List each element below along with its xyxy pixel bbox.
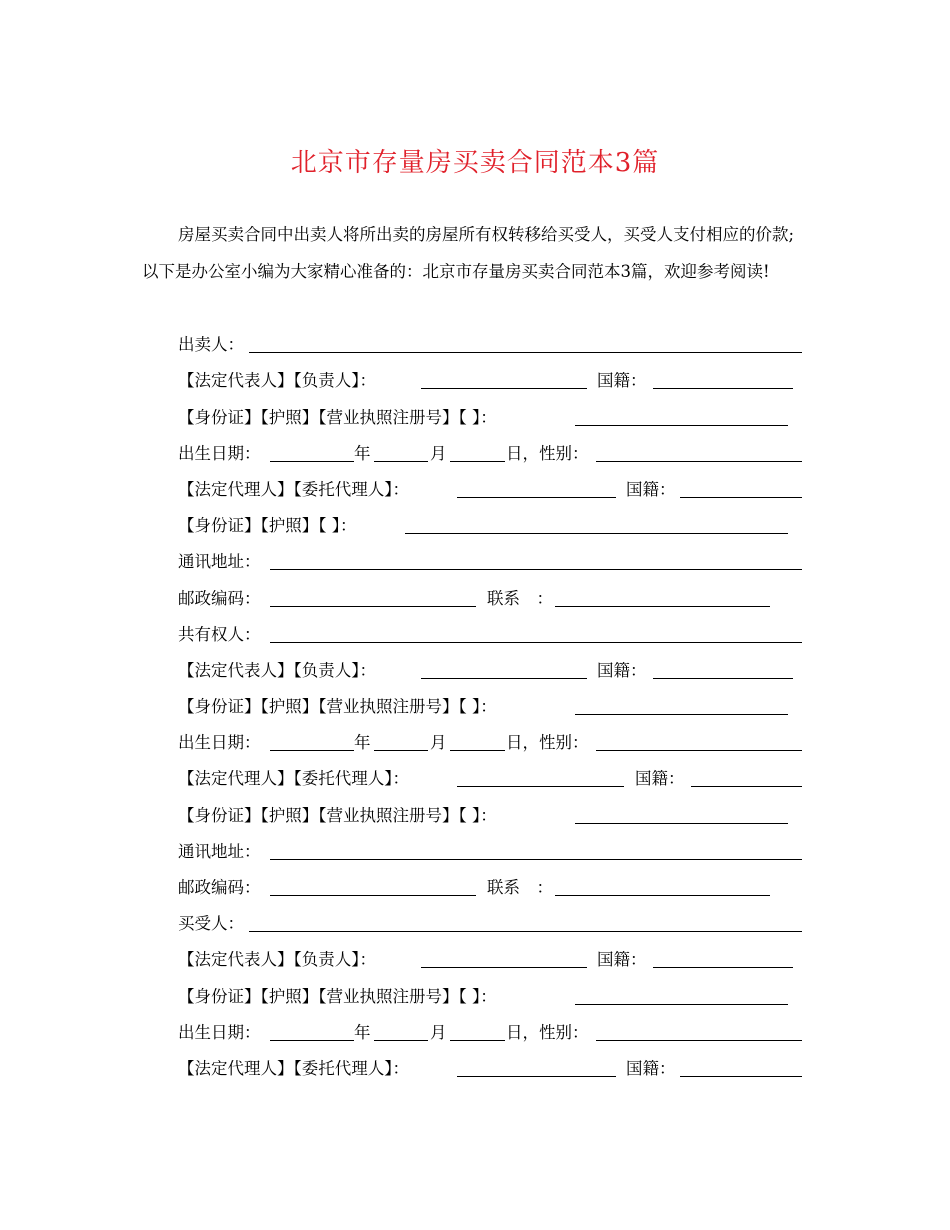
contact-label: 联系 ：	[487, 878, 553, 897]
agent-label: 【法定代理人】【委托代理人】：	[178, 479, 409, 499]
legal-rep-label: 【法定代表人】【负责人】：	[178, 660, 376, 680]
nationality-blank	[653, 387, 793, 389]
document-title: 北京市存量房买卖合同范本3篇	[290, 148, 660, 178]
id-label: 【身份证】【护照】【营业执照注册号】【 】：	[178, 805, 497, 825]
seller-row	[178, 325, 803, 361]
seller-blank	[249, 351, 802, 353]
postcode-blank	[270, 894, 476, 896]
id-label: 【身份证】【护照】【营业执照注册号】【 】：	[178, 986, 497, 1006]
day-blank	[450, 1039, 505, 1041]
id-label: 【身份证】【护照】【营业执照注册号】【 】：	[178, 407, 497, 427]
address-label: 通讯地址：	[178, 841, 261, 861]
contact-label: 联系 ：	[487, 588, 553, 608]
co-owner-label: 共有权人：	[178, 624, 261, 644]
month-blank	[374, 1039, 428, 1041]
postcode-row	[178, 868, 803, 904]
id-label: 【身份证】【护照】【营业执照注册号】【 】：	[178, 697, 497, 717]
id-row	[178, 687, 803, 723]
legal-rep-row	[178, 361, 803, 397]
agent-row	[178, 1049, 803, 1085]
party-form	[178, 325, 803, 1085]
month-label: 月	[430, 733, 447, 753]
nationality-blank	[680, 1075, 802, 1077]
agent-row	[178, 759, 803, 795]
id-blank	[405, 532, 788, 534]
day-gender-label: 日，性别：	[506, 733, 589, 753]
agent-blank	[457, 785, 624, 787]
birth-row	[178, 434, 803, 470]
year-blank	[270, 749, 354, 751]
id-blank	[575, 713, 788, 715]
buyer-blank	[249, 930, 802, 932]
id-label: 【身份证】【护照】【 】：	[178, 516, 357, 536]
gender-blank	[596, 749, 802, 751]
id-blank	[575, 822, 788, 824]
address-blank	[270, 858, 802, 860]
id-row	[178, 506, 803, 542]
day-gender-label: 日，性别：	[506, 1022, 589, 1042]
id-blank	[575, 424, 788, 426]
id-row	[178, 795, 803, 831]
year-blank	[270, 460, 354, 462]
month-blank	[374, 749, 428, 751]
nationality-label: 国籍：	[597, 371, 647, 391]
nationality-label: 国籍：	[626, 1058, 676, 1078]
nationality-label: 国籍：	[626, 479, 676, 499]
intro-paragraph: 房屋买卖合同中出卖人将所出卖的房屋所有权转移给买受人，买受人支付相应的价款;以下是办公室小编为大家精心准备的：北京市存量房买卖合同范本3篇，欢迎参考阅读!	[142, 225, 795, 281]
legal-rep-row	[178, 940, 803, 976]
gender-blank	[596, 460, 802, 462]
nationality-blank	[691, 785, 802, 787]
agent-label: 【法定代理人】【委托代理人】：	[178, 769, 409, 789]
postcode-row	[178, 578, 803, 614]
buyer-row	[178, 904, 803, 940]
address-row	[178, 542, 803, 578]
nationality-label: 国籍：	[635, 769, 685, 789]
legal-rep-label: 【法定代表人】【负责人】：	[178, 950, 376, 970]
day-blank	[450, 749, 505, 751]
year-label: 年	[354, 1022, 371, 1042]
year-blank	[270, 1039, 354, 1041]
id-row	[178, 976, 803, 1012]
id-row	[178, 397, 803, 433]
postcode-blank	[270, 605, 476, 607]
contact-blank	[555, 605, 770, 607]
legal-rep-label: 【法定代表人】【负责人】：	[178, 371, 376, 391]
year-label: 年	[354, 443, 371, 463]
co-owner-blank	[270, 641, 802, 643]
co-owner-row	[178, 615, 803, 651]
nationality-blank	[680, 496, 802, 498]
address-row	[178, 832, 803, 868]
nationality-label: 国籍：	[597, 660, 647, 680]
contact-blank	[555, 894, 770, 896]
month-label: 月	[430, 1022, 447, 1042]
address-label: 通讯地址：	[178, 552, 261, 572]
legal-rep-blank	[421, 966, 587, 968]
birth-label: 出生日期：	[178, 1022, 261, 1042]
seller-label: 出卖人：	[178, 335, 244, 355]
nationality-blank	[653, 677, 793, 679]
id-blank	[575, 1003, 788, 1005]
agent-blank	[457, 496, 616, 498]
postcode-label: 邮政编码：	[178, 588, 261, 608]
year-label: 年	[354, 733, 371, 753]
address-blank	[270, 568, 802, 570]
birth-label: 出生日期：	[178, 733, 261, 753]
month-label: 月	[430, 443, 447, 463]
day-gender-label: 日，性别：	[506, 443, 589, 463]
month-blank	[374, 460, 428, 462]
legal-rep-blank	[421, 677, 587, 679]
legal-rep-blank	[421, 387, 587, 389]
buyer-label: 买受人：	[178, 914, 244, 934]
agent-label: 【法定代理人】【委托代理人】：	[178, 1058, 409, 1078]
birth-label: 出生日期：	[178, 443, 261, 463]
nationality-blank	[653, 966, 793, 968]
agent-blank	[457, 1075, 616, 1077]
agent-row	[178, 470, 803, 506]
birth-row	[178, 1013, 803, 1049]
day-blank	[450, 460, 505, 462]
birth-row	[178, 723, 803, 759]
gender-blank	[596, 1039, 802, 1041]
postcode-label: 邮政编码：	[178, 878, 261, 897]
legal-rep-row	[178, 651, 803, 687]
nationality-label: 国籍：	[597, 950, 647, 970]
